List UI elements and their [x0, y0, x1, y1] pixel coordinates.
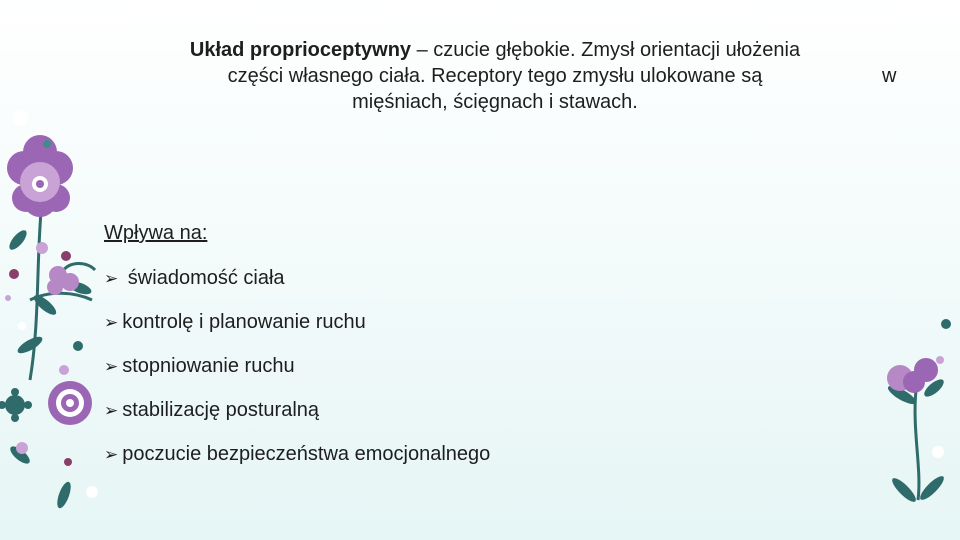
intro-bold-term: Układ proprioceptywny	[189, 39, 412, 61]
intro-line-1	[100, 37, 890, 63]
leaf	[889, 475, 919, 505]
dot	[9, 269, 19, 279]
leaf	[6, 228, 29, 253]
dot	[5, 295, 11, 301]
dot	[936, 356, 944, 364]
list-item-text: świadomość ciała	[122, 267, 285, 289]
dot	[64, 458, 72, 466]
list-item	[104, 397, 490, 441]
dot	[941, 319, 951, 329]
list-item	[104, 265, 490, 309]
dot	[16, 442, 28, 454]
intro-line-2-text: części własnego ciała. Receptory tego zmysłu ulokowane są	[227, 65, 763, 87]
bullet-arrow-icon: ➢	[104, 445, 119, 464]
list-item-text: stopniowanie ruchu	[122, 355, 295, 377]
list-item-text: poczucie bezpieczeństwa emocjonalnego	[122, 443, 491, 465]
left-branch-2	[62, 264, 95, 273]
bullet-arrow-icon: ➢	[104, 313, 119, 332]
bullet-arrow-icon: ➢	[104, 401, 119, 420]
intro-line-2-end: w	[882, 65, 897, 87]
bullet-arrow-icon: ➢	[104, 357, 119, 376]
intro-line-3: mięśniach, ścięgnach i stawach.	[352, 91, 638, 113]
intro-paragraph	[100, 37, 897, 115]
leaf	[15, 334, 44, 357]
leaf	[55, 480, 74, 510]
intro-line-1-rest: – czucie głębokie. Zmysł orientacji ułożenia	[411, 39, 801, 61]
leaf	[917, 473, 947, 503]
bullet-list	[104, 265, 490, 485]
list-item	[104, 441, 490, 485]
list-item-text: kontrolę i planowanie ruchu	[122, 311, 366, 333]
dot	[36, 242, 48, 254]
section-heading: Wpływa na:	[104, 222, 208, 244]
dot	[43, 140, 51, 148]
dot	[12, 110, 28, 126]
dot	[18, 322, 26, 330]
left-ring-flower	[48, 381, 92, 425]
dot	[61, 251, 71, 261]
dot	[932, 446, 944, 458]
left-large-flower	[7, 135, 73, 217]
teal-star-flower	[0, 388, 32, 422]
dot	[86, 486, 98, 498]
dot	[59, 365, 69, 375]
right-stem	[915, 390, 919, 500]
list-item	[104, 353, 490, 397]
list-item	[104, 309, 490, 353]
left-stem	[30, 200, 42, 380]
list-item-text: stabilizację posturalną	[122, 399, 320, 421]
dot	[73, 341, 83, 351]
bullet-arrow-icon: ➢	[104, 269, 119, 288]
intro-line-2	[100, 63, 897, 89]
